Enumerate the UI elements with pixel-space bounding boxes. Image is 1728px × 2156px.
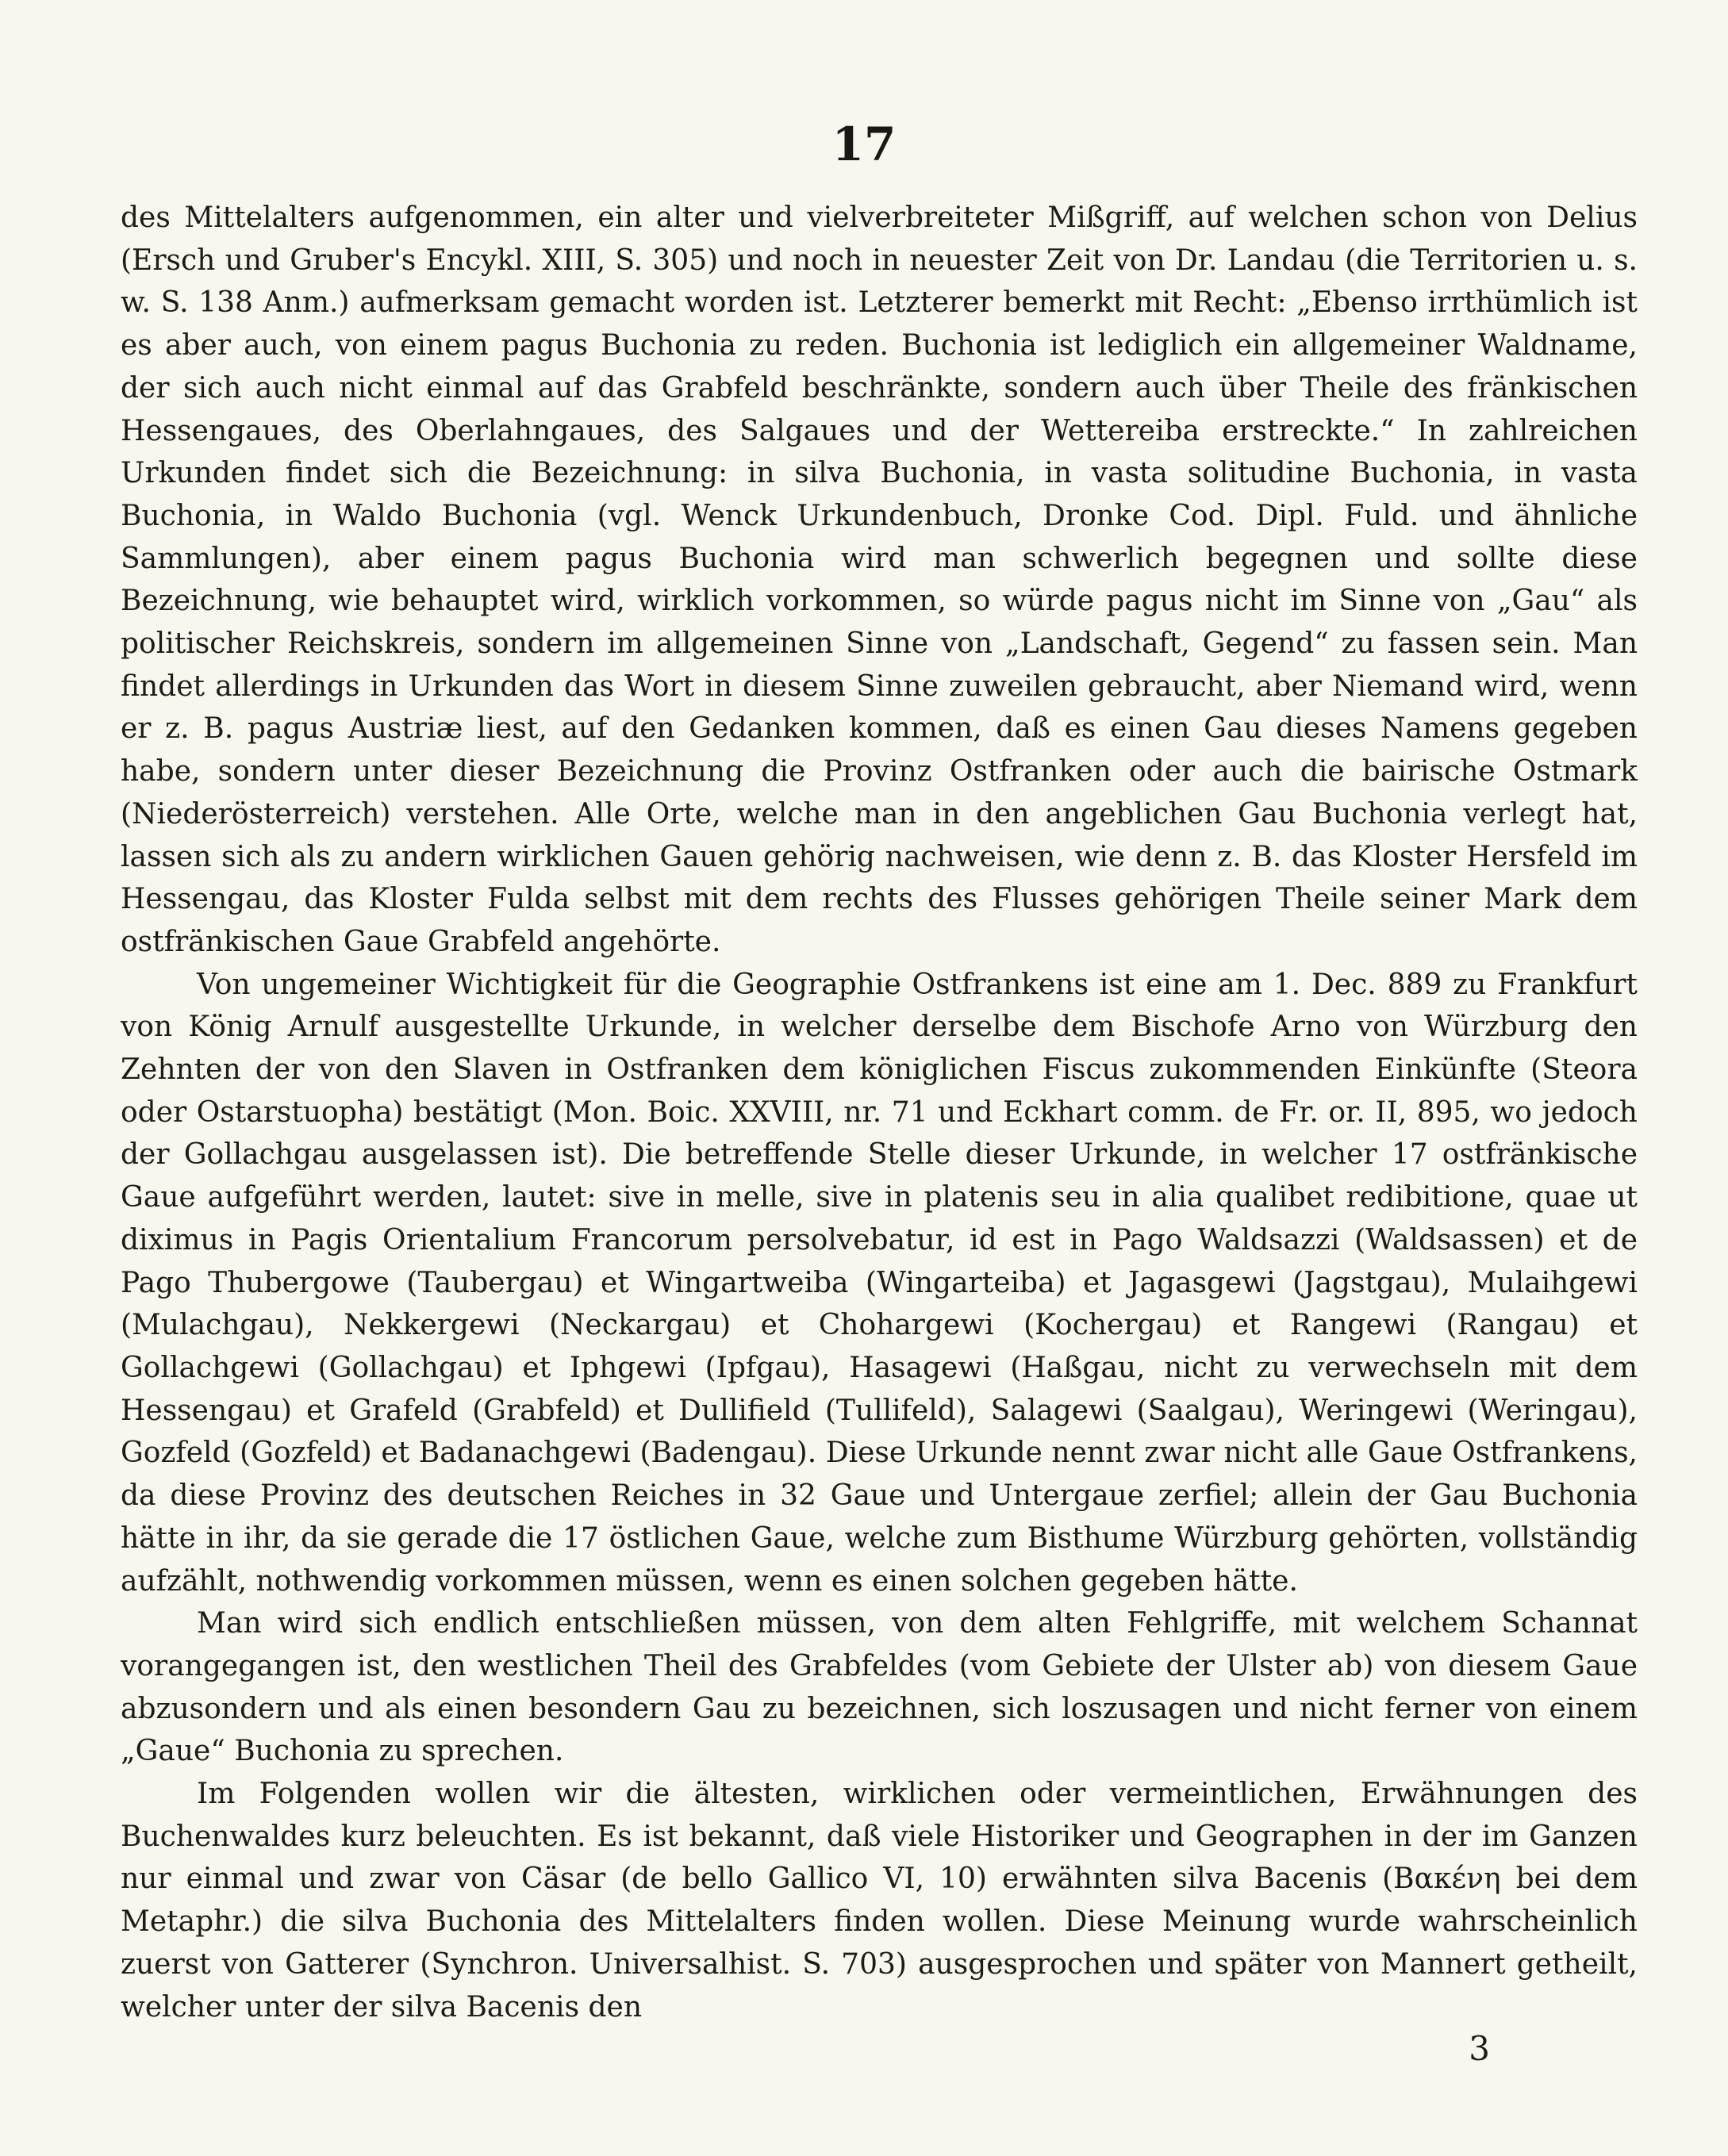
paragraph-1: des Mittelalters aufgenommen, ein alter und vielverbreiteter Mißgriff, auf welchen schon von Delius (Ersch und Gruber's Encykl. XIII, S. 305) und noch in neuester Zeit von Dr. Landau (die Territorien u. s. w. S. 138 Anm.) aufmerksam gemacht worden ist. Letzterer bemerkt mit Recht: „Ebenso irrthümlich ist es aber auch, von einem pagus Buchonia zu reden. Buchonia ist lediglich ein allgemeiner Waldname, der sich auch nicht einmal auf das Grabfeld beschränkte, sondern auch über Theile des fränkischen Hessengaues, des Oberlahngaues, des Salgaues und der Wettereiba erstreckte.“ In zahlreichen Urkunden findet sich die Bezeichnung: in silva Buchonia, in vasta solitudine Buchonia, in vasta Buchonia, in Waldo Buchonia (vgl. Wenck Urkundenbuch, Dronke Cod. Dipl. Fuld. und ähnliche Sammlungen), aber einem pagus Buchonia wird man schwerlich begegnen und sollte diese Bezeichnung, wie behauptet wird, wirklich vorkommen, so würde pagus nicht im Sinne von „Gau“ als politischer Reichskreis, sondern im allgemeinen Sinne von „Landschaft, Gegend“ zu fassen sein. Man findet allerdings in Urkunden das Wort in diesem Sinne zuweilen gebraucht, aber Niemand wird, wenn er z. B. pagus Austriæ liest, auf den Gedanken kommen, daß es einen Gau dieses Namens gegeben habe, sondern unter dieser Bezeichnung die Provinz Ostfranken oder auch die bairische Ostmark (Niederösterreich) verstehen. Alle Orte, welche man in den angeblichen Gau Buchonia verlegt hat, lassen sich als zu andern wirklichen Gauen gehörig nachweisen, wie denn z. B. das Kloster Hersfeld im Hessengau, das Kloster Fulda selbst mit dem rechts des Flusses gehörigen Theile seiner Mark dem ostfränkischen Gaue Grabfeld angehörte. <box>121 201 1638 958</box>
paragraph-3: Man wird sich endlich entschließen müssen, von dem alten Fehlgriffe, mit welchem Schannat vorangegangen ist, den westlichen Theil des Grabfeldes (vom Gebiete der Ulster ab) von diesem Gaue abzusondern und als einen besondern Gau zu bezeichnen, sich loszusagen und nicht ferner von einem „Gaue“ Buchonia zu sprechen. <box>121 1607 1638 1768</box>
sheet-signature: 3 <box>1469 2029 1490 2068</box>
page-number: 17 <box>831 117 897 171</box>
paragraph-4: Im Folgenden wollen wir die ältesten, wirklichen oder vermeintlichen, Erwähnungen des Buchenwaldes kurz beleuchten. Es ist bekannt, daß viele Historiker und Geographen in der im Ganzen nur einmal und zwar von Cäsar (de bello Gallico VI, 10) erwähnten silva Bacenis (Βακένη bei dem Metaphr.) die silva Buchonia des Mittelalters finden wollen. Diese Meinung wurde wahrscheinlich zuerst von Gatterer (Synchron. Universalhist. S. 703) ausgesprochen und später von Mannert getheilt, welcher unter der silva Bacenis den <box>121 1778 1638 2024</box>
paragraph-2: Von ungemeiner Wichtigkeit für die Geographie Ostfrankens ist eine am 1. Dec. 889 zu Frankfurt von König Arnulf ausgestellte Urkunde, in welcher derselbe dem Bischofe Arno von Würzburg den Zehnten der von den Slaven in Ostfranken dem königlichen Fiscus zukommenden Einkünfte (Steora oder Ostarstuopha) bestätigt (Mon. Boic. XXVIII, nr. 71 und Eckhart comm. de Fr. or. II, 895, wo jedoch der Gollachgau ausgelassen ist). Die betreffende Stelle dieser Urkunde, in welcher 17 ostfränkische Gaue aufgeführt werden, lautet: sive in melle, sive in platenis seu in alia qualibet redibitione, quae ut diximus in Pagis Orientalium Francorum persolvebatur, id est in Pago Waldsazzi (Waldsassen) et de Pago Thubergowe (Taubergau) et Wingartweiba (Wingarteiba) et Jagasgewi (Jagstgau), Mulaihgewi (Mulachgau), Nekkergewi (Neckargau) et Chohargewi (Kochergau) et Rangewi (Rangau) et Gollachgewi (Gollachgau) et Iphgewi (Ipfgau), Hasagewi (Haßgau, nicht zu verwechseln mit dem Hessengau) et Grafeld (Grabfeld) et Dullifield (Tullifeld), Salagewi (Saalgau), Weringewi (Weringau), Gozfeld (Gozfeld) et Badanachgewi (Badengau). Diese Urkunde nennt zwar nicht alle Gaue Ostfrankens, da diese Provinz des deutschen Reiches in 32 Gaue und Untergaue zerfiel; allein der Gau Buchonia hätte in ihr, da sie gerade die 17 östlichen Gaue, welche zum Bisthume Würzburg gehörten, vollständig aufzählt, nothwendig vorkommen müssen, wenn es einen solchen gegeben hätte. <box>121 968 1638 1598</box>
body-text <box>121 197 1638 2028</box>
